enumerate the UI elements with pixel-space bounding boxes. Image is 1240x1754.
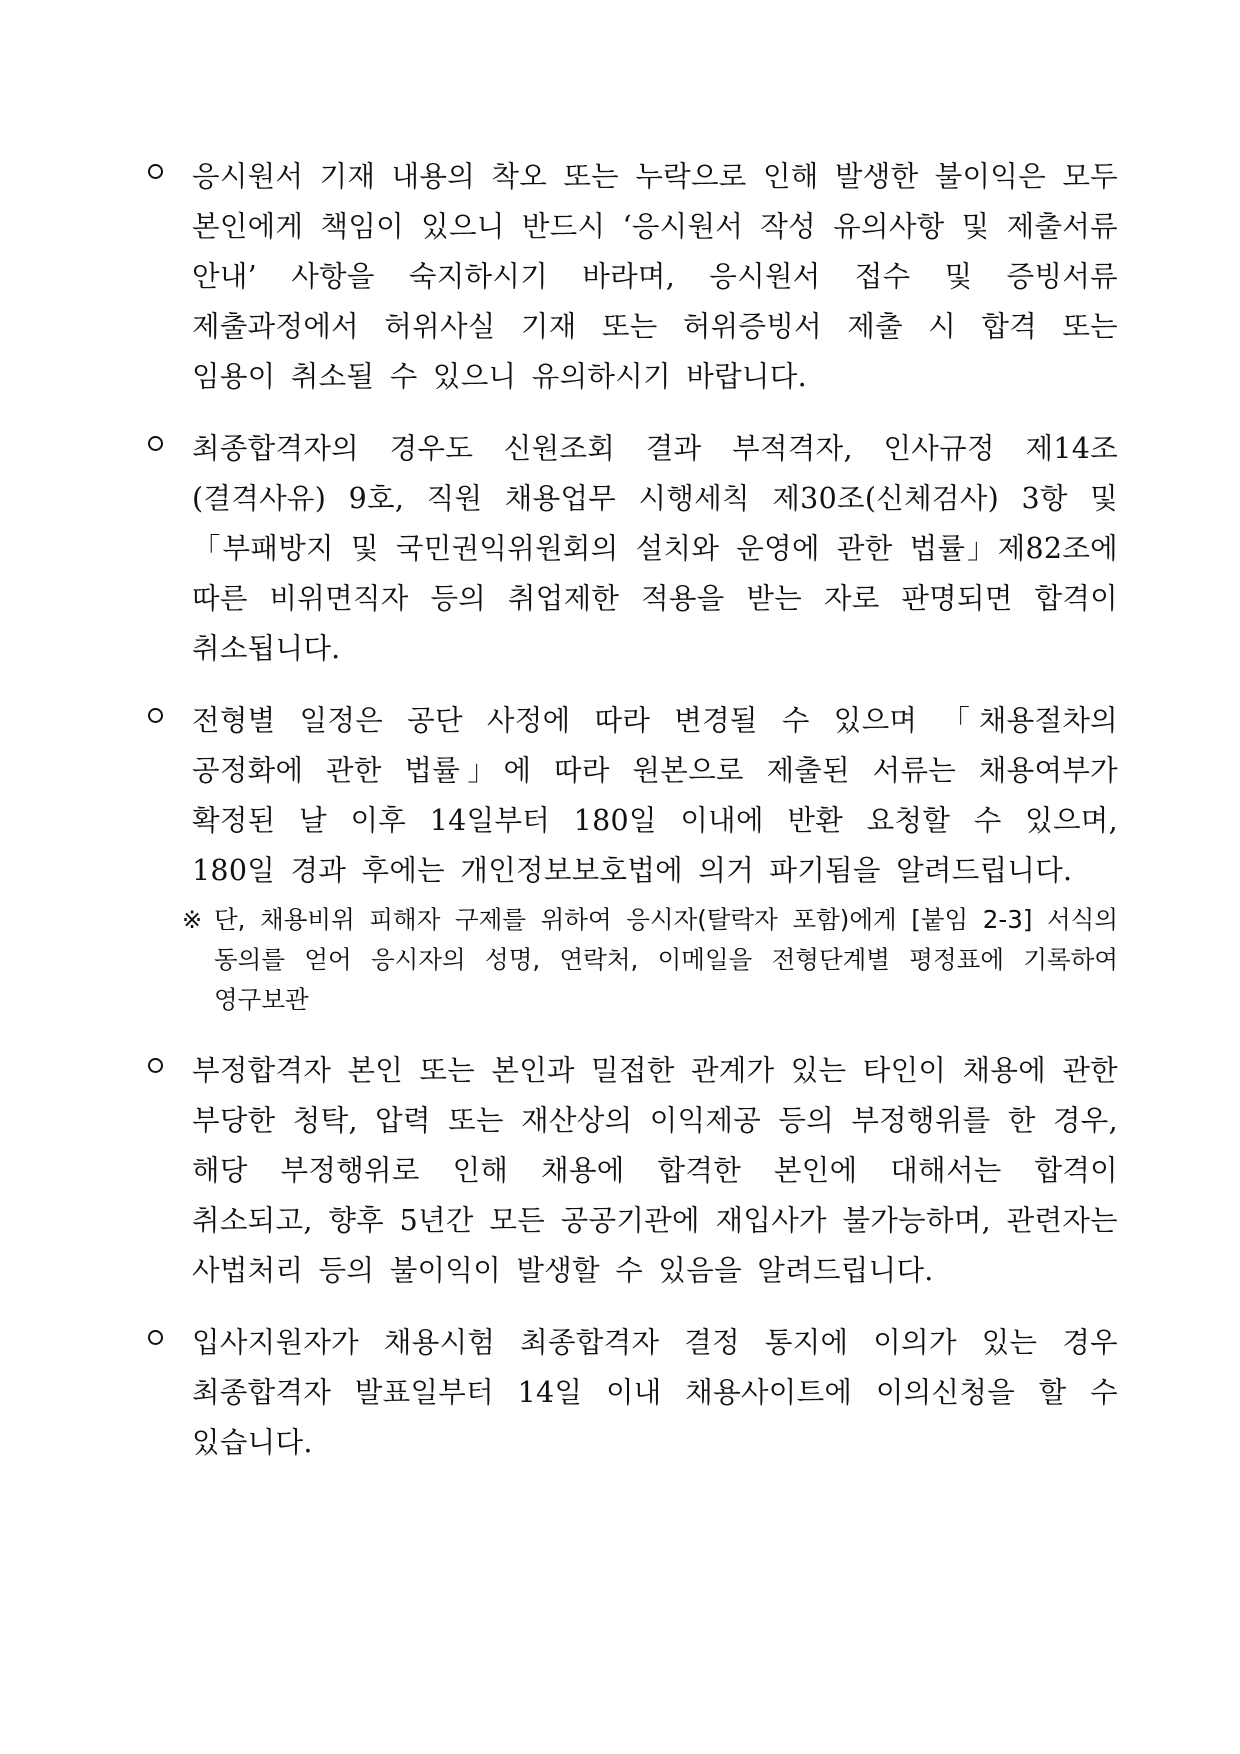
notice-item-objection bbox=[148, 1318, 1118, 1468]
notice-item-schedule-and-documents bbox=[148, 696, 1118, 896]
circle-bullet-icon bbox=[148, 1330, 163, 1345]
circle-bullet-icon bbox=[148, 1058, 163, 1073]
reference-note bbox=[182, 900, 1118, 1020]
notice-text: 전형별 일정은 공단 사정에 따라 변경될 수 있으며 「채용절차의 공정화에 관한 법률」에 따라 원본으로 제출된 서류는 채용여부가 확정된 날 이후 14일부터 180일 이내에 반환 요청할 수 있으며, 180일 경과 후에는 개인정보보호법에 의거 파기됨을 알려드립니다. bbox=[192, 704, 1118, 887]
notice-item-fraudulent-pass bbox=[148, 1046, 1118, 1296]
circle-bullet-icon bbox=[148, 436, 163, 451]
notice-text: 응시원서 기재 내용의 착오 또는 누락으로 인해 발생한 불이익은 모두 본인에게 책임이 있으니 반드시 ‘응시원서 작성 유의사항 및 제출서류 안내’ 사항을 숙지하시기 바라며, 응시원서 접수 및 증빙서류 제출과정에서 허위사실 기재 또는 허위증빙서 제출 시 합격 또는 임용이 취소될 수 있으니 유의하시기 바랍니다. bbox=[192, 160, 1118, 393]
circle-bullet-icon bbox=[148, 164, 163, 179]
reference-note-text: 단, 채용비위 피해자 구제를 위하여 응시자(탈락자 포함)에게 [붙임 2-3] 서식의 동의를 얻어 응시자의 성명, 연락처, 이메일을 전형단계별 평정표에 기록하여 영구보관 bbox=[214, 905, 1118, 1014]
notice-text: 입사지원자가 채용시험 최종합격자 결정 통지에 이의가 있는 경우 최종합격자 발표일부터 14일 이내 채용사이트에 이의신청을 할 수 있습니다. bbox=[192, 1326, 1118, 1459]
notice-text: 부정합격자 본인 또는 본인과 밀접한 관계가 있는 타인이 채용에 관한 부당한 청탁, 압력 또는 재산상의 이익제공 등의 부정행위를 한 경우, 해당 부정행위로 인해 채용에 합격한 본인에 대해서는 합격이 취소되고, 향후 5년간 모든 공공기관에 재입사가 불가능하며, 관련자는 사법처리 등의 불이익이 발생할 수 있음을 알려드립니다. bbox=[192, 1054, 1118, 1287]
notice-list bbox=[148, 152, 1118, 1490]
notice-text: 최종합격자의 경우도 신원조회 결과 부적격자, 인사규정 제14조(결격사유) 9호, 직원 채용업무 시행세칙 제30조(신체검사) 3항 및「부패방지 및 국민권익위원회의 설치와 운영에 관한 법률」제82조에 따른 비위면직자 등의 취업제한 적용을 받는 자로 판명되면 합격이 취소됩니다. bbox=[192, 432, 1118, 665]
notice-item-final-pass-disqualification bbox=[148, 424, 1118, 674]
circle-bullet-icon bbox=[148, 708, 163, 723]
reference-mark: ※ bbox=[182, 906, 203, 934]
notice-item-application-errors bbox=[148, 152, 1118, 402]
